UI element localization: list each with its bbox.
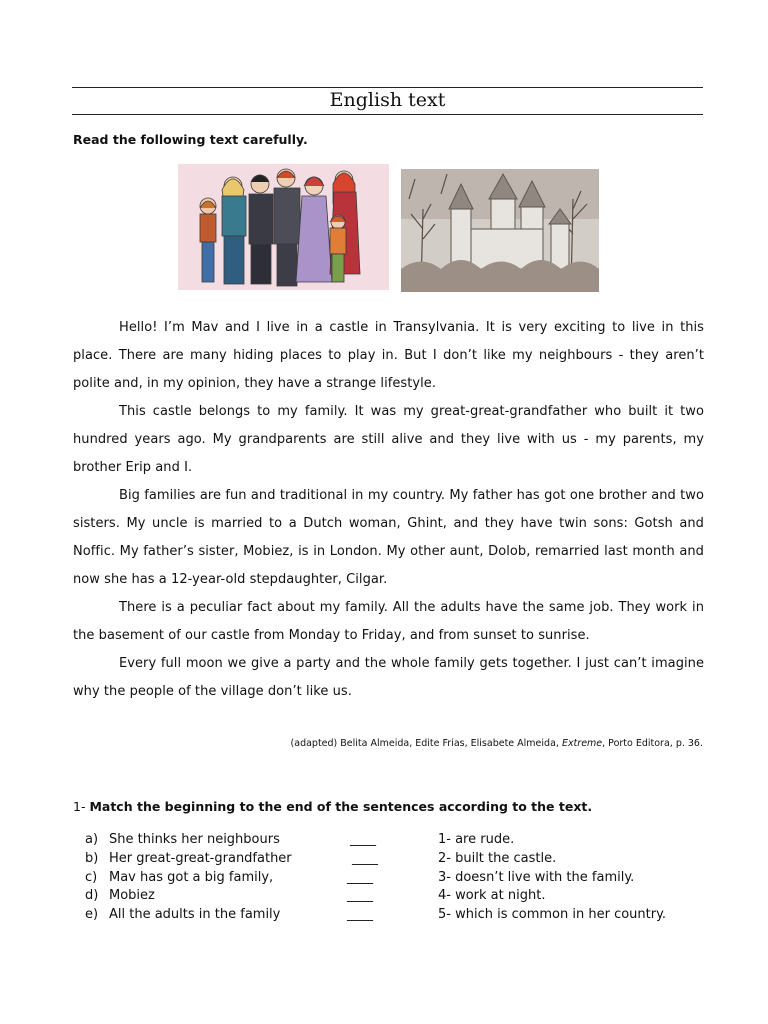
paragraph-5: Every full moon we give a party and the whole family gets together. I just can’t imagine why the people of the village don’t like us. <box>73 656 704 699</box>
row-letter: e) <box>85 907 99 923</box>
match-row <box>85 869 705 888</box>
family-illustration <box>178 164 389 290</box>
match-row <box>85 887 705 906</box>
row-letter: d) <box>85 888 99 904</box>
answer-blank[interactable]: ____ <box>350 832 376 847</box>
source-publisher: , Porto Editora, p. 36. <box>602 738 703 749</box>
answer-blank[interactable]: ____ <box>347 869 373 885</box>
answer-blank[interactable]: ____ <box>347 888 373 904</box>
source-citation <box>291 738 703 749</box>
bottom-rule <box>72 114 703 115</box>
sentence-start: Mav has got a big family, <box>109 869 274 885</box>
exercise-heading <box>73 799 592 814</box>
match-row <box>85 831 705 850</box>
sentence-start: All the adults in the family <box>109 907 281 923</box>
match-row <box>85 850 705 869</box>
sentence-start: Her great-great-grandfather <box>109 850 292 866</box>
reading-instruction: Read the following text carefully. <box>73 132 308 147</box>
row-letter: c) <box>85 869 98 885</box>
match-row <box>85 906 705 925</box>
sentence-start: Mobiez <box>109 888 155 904</box>
sentence-end: 2- built the castle. <box>438 850 557 866</box>
sentence-end: 3- doesn’t live with the family. <box>438 869 635 885</box>
row-letter: b) <box>85 850 99 866</box>
source-authors: (adapted) Belita Almeida, Edite Frias, Elisabete Almeida, <box>290 738 562 749</box>
paragraph-1: Hello! I’m Mav and I live in a castle in Transylvania. It is very exciting to live in this place. There are many hiding places to play in. But I don’t like my neighbours - they aren’t polite and, in my opinion, they have a strange lifestyle. <box>73 320 704 391</box>
row-letter: a) <box>85 832 99 847</box>
paragraph-3: Big families are fun and traditional in my country. My father has got one brother and two sisters. My uncle is married to a Dutch woman, Ghint, and they have twin sons: Gotsh and Noffic. My father’s sister, Mobiez, is in London. My other aunt, Dolob, remarried last month and now she has a 12-year-old stepdaughter, Cilgar. <box>73 488 704 587</box>
source-book: Extreme <box>561 738 603 749</box>
page-title: English text <box>329 89 446 111</box>
sentence-end: 4- work at night. <box>438 888 546 904</box>
answer-blank[interactable]: ____ <box>352 850 378 866</box>
reading-text <box>73 314 704 706</box>
paragraph-2: This castle belongs to my family. It was my great-great-grandfather who built it two hundred years ago. My grandparents are still alive and they live with us - my parents, my brother Erip and I. <box>73 404 704 475</box>
exercise-instruction: Match the beginning to the end of the sentences according to the text. <box>89 799 593 814</box>
matching-exercise <box>85 831 705 925</box>
sentence-end: 1- are rude. <box>438 832 515 847</box>
castle-illustration <box>401 169 599 292</box>
sentence-start: She thinks her neighbours <box>109 832 280 847</box>
paragraph-4: There is a peculiar fact about my family. All the adults have the same job. They work in the basement of our castle from Monday to Friday, and from sunset to sunrise. <box>73 600 704 643</box>
answer-blank[interactable]: ____ <box>347 907 373 923</box>
exercise-number: 1- <box>73 799 86 814</box>
sentence-end: 5- which is common in her country. <box>438 907 667 923</box>
